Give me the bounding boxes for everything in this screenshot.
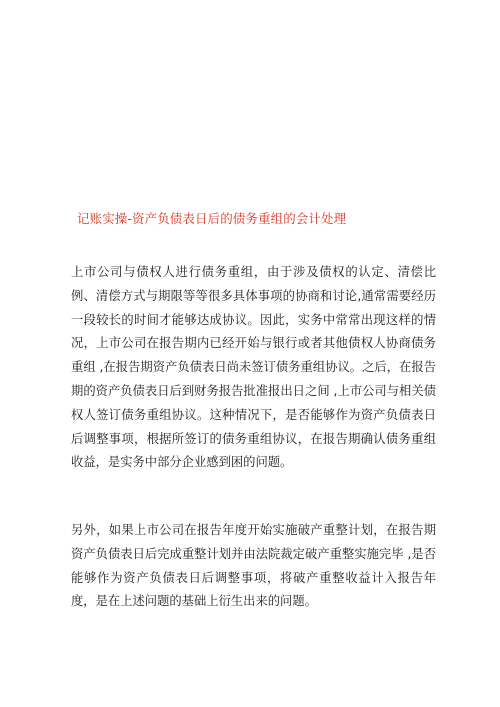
paragraph-1: 上市公司与债权人进行债务重组，由于涉及债权的认定、清偿比例、清偿方式与期限等等很多具体事项的协商和讨论,通常需要经历一段较长的时间才能够达成协议。因此，实务中常常出现这样的情况，上市公司在报告期内已经开始与银行或者其他债权人协商债务重组 ,在报告期资产负债表日尚未签订债务重组协议。之后，在报告期的资产负债表日后到财务报告批准报出日之间 ,上市公司与相关债权人签订债务重组协议。这种情况下，是否能够作为资产负债表日后调整事项，根据所签订的债务重组协议，在报告期确认债务重组收益，是实务中部分企业感到困的问题。 bbox=[71, 265, 436, 470]
paragraph-2: 另外，如果上市公司在报告年度开始实施破产重整计划，在报告期资产负债表日后完成重整计划并由法院裁定破产重整实施完毕 ,是否能够作为资产负债表日后调整事项，将破产重整收益计入报告年度，是在上述问题的基础上衍生出来的问题。 bbox=[71, 523, 436, 609]
document-title: 记账实操-资产负债表日后的债务重组的会计处理 bbox=[77, 211, 347, 226]
